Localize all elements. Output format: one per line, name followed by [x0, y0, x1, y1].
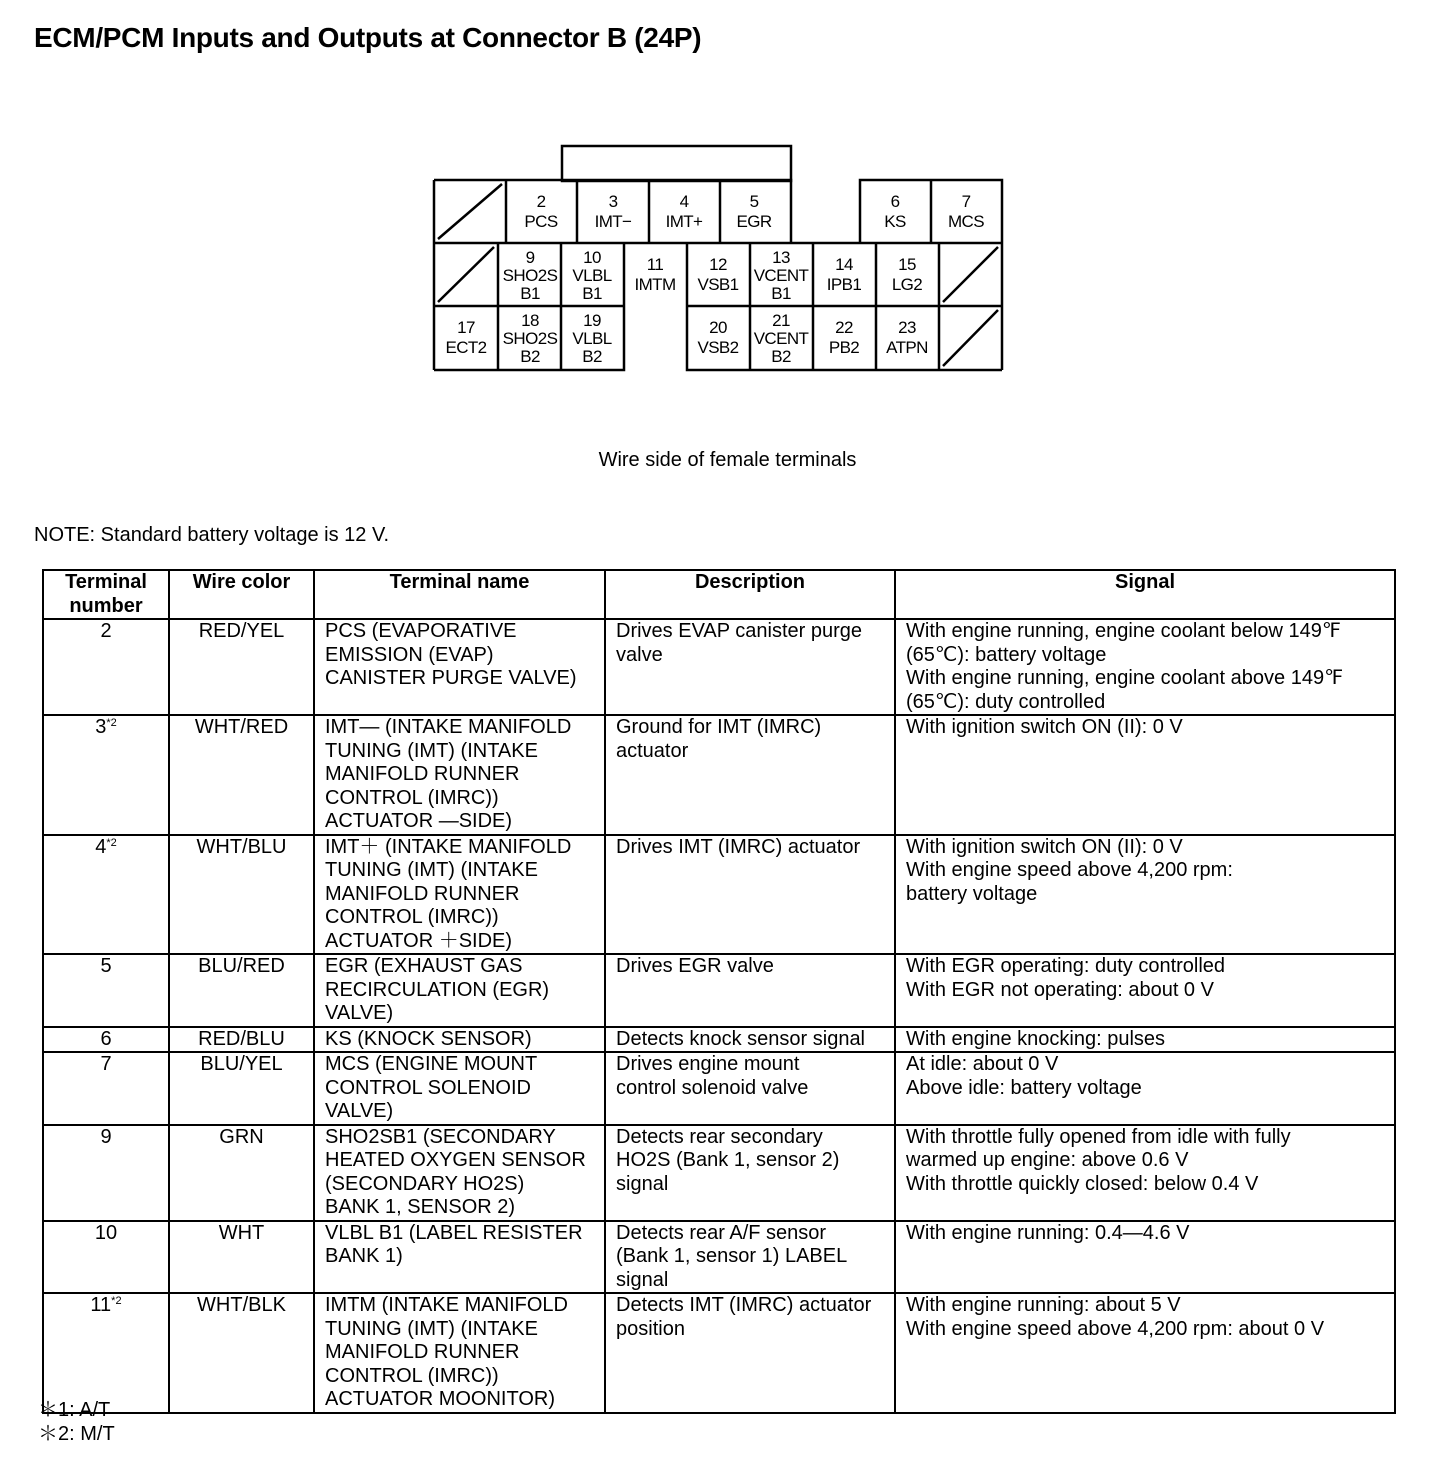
wire-color-cell: RED/YEL — [169, 619, 314, 715]
wire-color-cell: BLU/RED — [169, 954, 314, 1027]
terminal-14-label: IPB1 — [826, 275, 862, 294]
header-terminal-number: Terminal number — [43, 570, 169, 619]
terminal-10-label: B1 — [582, 284, 602, 303]
terminal-name-cell: SHO2SB1 (SECONDARY HEATED OXYGEN SENSOR (SECONDARY HO2S) BANK 1, SENSOR 2) — [314, 1125, 605, 1221]
description-cell: Detects rear A/F sensor (Bank 1, sensor 1) LABEL signal — [605, 1221, 895, 1294]
table-row — [43, 954, 1395, 1027]
terminal-number-cell — [43, 1125, 169, 1221]
wire-color-cell: BLU/YEL — [169, 1052, 314, 1125]
terminal-17-number: 17 — [457, 318, 475, 337]
terminal-21-label: VCENT — [753, 329, 809, 348]
wire-color-cell: GRN — [169, 1125, 314, 1221]
terminal-12-label: VSB1 — [697, 275, 739, 294]
terminal-number-cell — [43, 1221, 169, 1294]
terminal-18-label: B2 — [520, 347, 540, 366]
signal-cell: With engine running: 0.4—4.6 V — [895, 1221, 1395, 1294]
terminal-number: 11 — [90, 1294, 112, 1316]
terminal-4-number: 4 — [679, 192, 689, 211]
terminal-14-number: 14 — [835, 255, 853, 274]
signal-cell: With ignition switch ON (II): 0 V — [895, 715, 1395, 835]
terminal-name-cell: PCS (EVAPORATIVE EMISSION (EVAP) CANISTER PURGE VALVE) — [314, 619, 605, 715]
terminal-23-number: 23 — [898, 318, 916, 337]
terminal-9-number: 9 — [525, 248, 535, 267]
terminal-name-cell: EGR (EXHAUST GAS RECIRCULATION (EGR) VALVE) — [314, 954, 605, 1027]
signal-cell: With ignition switch ON (II): 0 V With engine speed above 4,200 rpm: battery voltage — [895, 835, 1395, 955]
terminal-table — [42, 569, 1396, 1414]
terminal-11-number: 11 — [646, 255, 664, 274]
wire-color-cell: WHT/BLU — [169, 835, 314, 955]
table-row — [43, 619, 1395, 715]
terminal-13-number: 13 — [772, 248, 790, 267]
signal-cell: With engine knocking: pulses — [895, 1027, 1395, 1053]
header-signal: Signal — [895, 570, 1395, 619]
terminal-number-cell — [43, 715, 169, 835]
terminal-4-label: IMT+ — [665, 212, 703, 231]
table-row — [43, 835, 1395, 955]
table-row — [43, 1125, 1395, 1221]
terminal-6-number: 6 — [890, 192, 900, 211]
wire-color-cell: WHT — [169, 1221, 314, 1294]
terminal-13-label: VCENT — [753, 266, 809, 285]
signal-cell: With throttle fully opened from idle with fully warmed up engine: above 0.6 V With throttle quickly closed: below 0.4 V — [895, 1125, 1395, 1221]
terminal-name-cell: IMT— (INTAKE MANIFOLD TUNING (IMT) (INTAKE MANIFOLD RUNNER CONTROL (IMRC)) ACTUATOR —SIDE) — [314, 715, 605, 835]
terminal-22-number: 22 — [835, 318, 853, 337]
description-cell: Drives IMT (IMRC) actuator — [605, 835, 895, 955]
terminal-15-label: LG2 — [891, 275, 923, 294]
table-header-row — [43, 570, 1395, 619]
terminal-2-number: 2 — [536, 192, 546, 211]
connector-diagram — [0, 0, 1440, 420]
footnote-marker: *2 — [106, 836, 117, 849]
terminal-19-label: B2 — [582, 347, 602, 366]
terminal-21-number: 21 — [772, 311, 790, 330]
terminal-22-label: PB2 — [828, 338, 860, 357]
header-terminal-name: Terminal name — [314, 570, 605, 619]
terminal-15-number: 15 — [898, 255, 916, 274]
terminal-6-label: KS — [884, 212, 906, 231]
terminal-2-label: PCS — [524, 212, 558, 231]
page-title: ECM/PCM Inputs and Outputs at Connector B (24P) — [34, 22, 702, 53]
terminal-number: 4 — [95, 835, 107, 858]
description-cell: Detects IMT (IMRC) actuator position — [605, 1293, 895, 1413]
terminal-number-cell — [43, 835, 169, 955]
terminal-20-label: VSB2 — [697, 338, 739, 357]
terminal-13-label: B1 — [771, 284, 791, 303]
wire-color-cell: WHT/RED — [169, 715, 314, 835]
terminal-23-label: ATPN — [886, 338, 928, 357]
signal-cell: With EGR operating: duty controlled With EGR not operating: about 0 V — [895, 954, 1395, 1027]
terminal-name-cell: VLBL B1 (LABEL RESISTER BANK 1) — [314, 1221, 605, 1294]
terminal-name-cell: IMTM (INTAKE MANIFOLD TUNING (IMT) (INTAKE MANIFOLD RUNNER CONTROL (IMRC)) ACTUATOR MOONITOR) — [314, 1293, 605, 1413]
description-cell: Drives EVAP canister purge valve — [605, 619, 895, 715]
terminal-number: 2 — [100, 620, 112, 642]
terminal-5-label: EGR — [736, 212, 772, 231]
terminal-11-label: IMTM — [634, 275, 676, 294]
terminal-number: 6 — [100, 1027, 112, 1050]
terminal-number-cell — [43, 619, 169, 715]
terminal-number: 9 — [100, 1125, 112, 1148]
terminal-10-number: 10 — [583, 248, 601, 267]
terminal-name-cell: IMT＋ (INTAKE MANIFOLD TUNING (IMT) (INTAKE MANIFOLD RUNNER CONTROL (IMRC)) ACTUATOR ＋SIDE) — [314, 835, 605, 955]
footnote-1: ＊1: A/T — [38, 1399, 111, 1421]
terminal-number: 5 — [100, 955, 112, 977]
table-row — [43, 1221, 1395, 1294]
terminal-number-cell — [43, 1052, 169, 1125]
header-description: Description — [605, 570, 895, 619]
table-row — [43, 1027, 1395, 1053]
terminal-number: 3 — [95, 716, 107, 738]
description-cell: Detects rear secondary HO2S (Bank 1, sensor 2) signal — [605, 1125, 895, 1221]
header-wire-color: Wire color — [169, 570, 314, 619]
terminal-9-label: SHO2S — [502, 266, 558, 285]
terminal-21-label: B2 — [771, 347, 791, 366]
terminal-3-label: IMT− — [594, 212, 632, 231]
terminal-12-number: 12 — [709, 255, 727, 274]
description-cell: Drives engine mount control solenoid valve — [605, 1052, 895, 1125]
wire-color-cell: WHT/BLK — [169, 1293, 314, 1413]
signal-cell: At idle: about 0 V Above idle: battery voltage — [895, 1052, 1395, 1125]
signal-cell: With engine running, engine coolant below 149℉ (65℃): battery voltage With engine running, engine coolant above 149℉ (65℃): duty controlled — [895, 619, 1395, 715]
terminal-number: 7 — [100, 1053, 112, 1075]
terminal-20-number: 20 — [709, 318, 727, 337]
description-cell: Detects knock sensor signal — [605, 1027, 895, 1053]
terminal-10-label: VLBL — [572, 266, 612, 285]
terminal-5-number: 5 — [749, 192, 759, 211]
terminal-17-label: ECT2 — [445, 338, 487, 357]
terminal-name-cell: KS (KNOCK SENSOR) — [314, 1027, 605, 1053]
terminal-3-number: 3 — [608, 192, 618, 211]
terminal-number: 10 — [94, 1221, 118, 1244]
table-row — [43, 715, 1395, 835]
terminal-19-number: 19 — [583, 311, 601, 330]
terminal-9-label: B1 — [520, 284, 540, 303]
terminal-7-label: MCS — [948, 212, 984, 231]
terminal-name-cell: MCS (ENGINE MOUNT CONTROL SOLENOID VALVE) — [314, 1052, 605, 1125]
table-row — [43, 1293, 1395, 1413]
description-cell: Drives EGR valve — [605, 954, 895, 1027]
description-cell: Ground for IMT (IMRC) actuator — [605, 715, 895, 835]
terminal-number-cell — [43, 1027, 169, 1053]
terminal-18-number: 18 — [521, 311, 539, 330]
terminal-number-cell — [43, 954, 169, 1027]
wire-color-cell: RED/BLU — [169, 1027, 314, 1053]
footnote-2: ＊2: M/T — [38, 1423, 115, 1445]
signal-cell: With engine running: about 5 V With engine speed above 4,200 rpm: about 0 V — [895, 1293, 1395, 1413]
terminal-19-label: VLBL — [572, 329, 612, 348]
table-row — [43, 1052, 1395, 1125]
terminal-18-label: SHO2S — [502, 329, 558, 348]
diagram-caption: Wire side of female terminals — [598, 449, 857, 471]
footnote-marker: *2 — [111, 1295, 122, 1307]
voltage-note: NOTE: Standard battery voltage is 12 V. — [34, 524, 390, 546]
terminal-7-number: 7 — [961, 192, 971, 211]
footnote-marker: *2 — [106, 717, 117, 729]
